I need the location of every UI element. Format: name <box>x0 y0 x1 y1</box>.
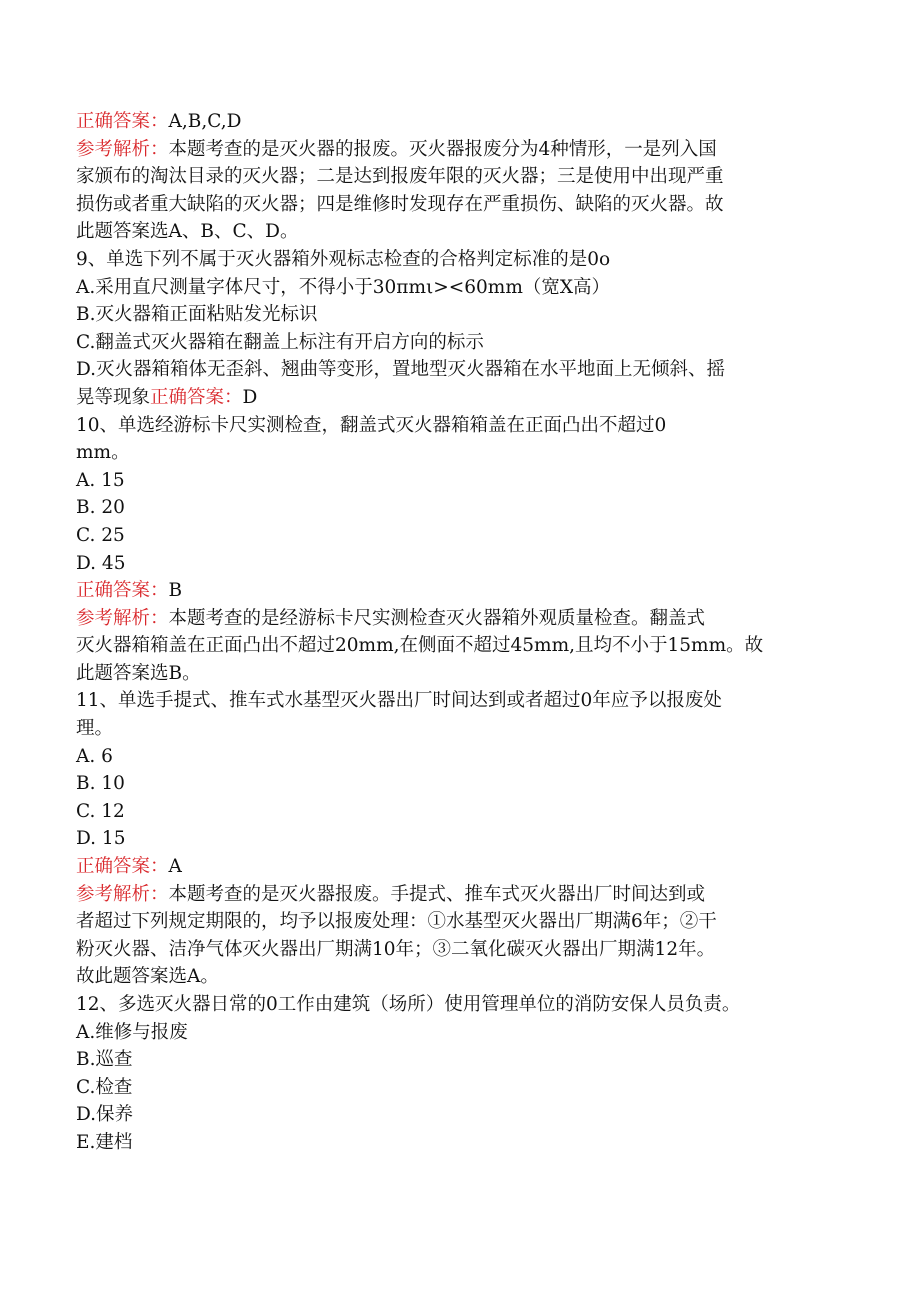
analysis-text: 损伤或者重大缺陷的灭火器；四是维修时发现存在严重损伤、缺陷的灭火器。故 <box>76 193 724 215</box>
answer-label: 正确答案： <box>150 386 243 408</box>
analysis-text: 此题答案选B。 <box>76 662 201 684</box>
answer-label: 正确答案： <box>76 111 169 132</box>
analysis-text: 者超过下列规定期限的，均予以报废处理：①水基型灭火器出厂期满6年；②干 <box>76 911 717 933</box>
question-option: D. 15 <box>76 828 126 850</box>
analysis-text: 本题考查的是经游标卡尺实测检查灭火器箱外观质量检查。翻盖式 <box>168 607 706 629</box>
question-stem: 9、单选下列不属于灭火器箱外观标志检查的合格判定标准的是0o <box>76 248 611 270</box>
answer-line <box>76 853 866 881</box>
question-stem-continuation: 理。 <box>76 718 114 740</box>
answer-value: B <box>168 580 183 602</box>
document-body <box>76 108 866 1157</box>
question-option: A. 15 <box>76 469 125 491</box>
answer-label: 正确答案： <box>76 856 169 878</box>
question-stem-continuation: mm。 <box>76 442 130 464</box>
question-option: C.翻盖式灭火器箱在翻盖上标注有开启方向的标示 <box>76 331 484 353</box>
question-option: D. 45 <box>76 552 126 574</box>
question-stem: 10、单选经游标卡尺实测检查，翻盖式灭火器箱箱盖在正面凸出不超过0 <box>76 414 667 436</box>
option-tail: 晃等现象 <box>76 386 151 408</box>
question-option: D.保养 <box>76 1104 134 1126</box>
question-stem: 11、单选手提式、推车式水基型灭火器出厂时间达到或者超过0年应予以报废处 <box>76 690 722 712</box>
answer-line <box>76 577 866 605</box>
question-option: A.采用直尺测量字体尺寸，不得小于30πmι><60mm（宽X高） <box>76 276 611 298</box>
analysis-text: 故此题答案选A。 <box>76 966 219 988</box>
analysis-line <box>76 881 866 909</box>
analysis-line <box>76 605 866 633</box>
question-option: D.灭火器箱箱体无歪斜、翘曲等变形，置地型灭火器箱在水平地面上无倾斜、摇 <box>76 359 726 381</box>
analysis-label: 参考解析： <box>76 607 169 629</box>
analysis-text: 本题考查的是灭火器报废。手提式、推车式灭火器出厂时间达到或 <box>168 883 706 905</box>
answer-label: 正确答案： <box>76 580 169 602</box>
answer-line <box>76 108 866 136</box>
question-option: B.灭火器箱正面粘贴发光标识 <box>76 304 318 326</box>
question-option: B. 10 <box>76 773 125 795</box>
question-option: A. 6 <box>76 745 113 767</box>
question-stem: 12、多选灭火器日常的0工作由建筑（场所）使用管理单位的消防安保人员负责。 <box>76 994 741 1015</box>
question-option: C. 25 <box>76 524 125 546</box>
question-option-continuation <box>76 384 866 412</box>
question-option: C. 12 <box>76 800 125 822</box>
analysis-text: 此题答案选A、B、C、D。 <box>76 221 299 243</box>
analysis-text: 家颁布的淘汰目录的灭火器；二是达到报废年限的灭火器；三是使用中出现严重 <box>76 166 724 188</box>
answer-value: A <box>168 856 182 878</box>
analysis-line <box>76 136 866 164</box>
analysis-label: 参考解析： <box>76 883 169 905</box>
question-option: B. 20 <box>76 497 125 519</box>
question-option: B.巡查 <box>76 1049 133 1071</box>
question-option: C.检查 <box>76 1076 133 1098</box>
analysis-text: 本题考查的是灭火器的报废。灭火器报废分为4种情形，一是列入国 <box>168 138 717 160</box>
question-option: E.建档 <box>76 1131 133 1153</box>
answer-value: D <box>242 386 258 408</box>
analysis-label: 参考解析： <box>76 138 169 160</box>
question-option: A.维修与报废 <box>76 1021 188 1043</box>
answer-value: A,B,C,D <box>168 111 242 132</box>
analysis-text: 粉灭火器、洁净气体灭火器出厂期满10年；③二氧化碳灭火器出厂期满12年。 <box>76 938 716 960</box>
analysis-text: 灭火器箱箱盖在正面凸出不超过20mm,在侧面不超过45mm,且均不小于15mm。故 <box>76 635 764 657</box>
